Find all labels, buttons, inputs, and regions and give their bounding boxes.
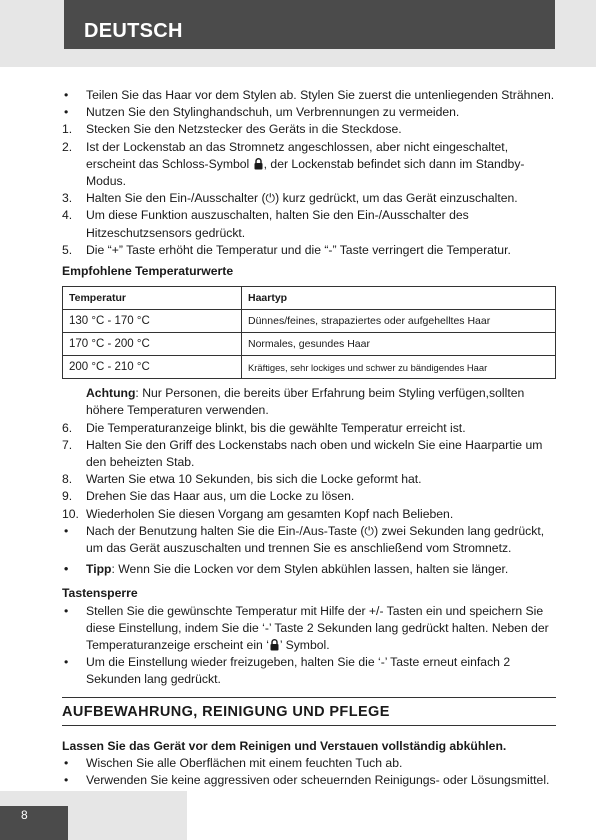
- list-text: Ist der Lockenstab an das Stromnetz angeschlossen, aber nicht eingeschaltet, erscheint das Schloss-Symbol: [86, 139, 509, 171]
- warning-label: Achtung: [86, 386, 136, 401]
- column-header-temperature: Temperatur: [63, 287, 242, 310]
- temperature-cell: 130 °C - 170 °C: [63, 310, 242, 333]
- list-text: Drehen Sie das Haar aus, um die Locke zu lösen.: [86, 489, 355, 504]
- list-marker: •: [64, 562, 69, 577]
- list-item: [62, 772, 556, 789]
- list-text: Um diese Funktion auszuschalten, halten Sie den Ein-/Ausschalter des Hitzeschutzsensors gedrückt.: [86, 208, 469, 240]
- list-marker: •: [64, 88, 69, 102]
- list-marker: •: [64, 655, 69, 670]
- list-marker: 6.: [62, 420, 73, 435]
- list-marker: 4.: [62, 208, 73, 223]
- list-item: [62, 603, 556, 655]
- list-marker: 9.: [62, 489, 73, 504]
- list-text: Stecken Sie den Netzstecker des Geräts in die Steckdose.: [86, 122, 402, 137]
- list-marker: •: [64, 603, 69, 618]
- list-text: Nach der Benutzung halten Sie die Ein-/Aus-Taste (⏻) zwei Sekunden lang gedrückt, um das Gerät auszuschalten und trennen Sie es anschließend vom Stromnetz.: [86, 523, 545, 556]
- table-header-row: [63, 287, 556, 310]
- list-text: Die Temperaturanzeige blinkt, bis die gewählte Temperatur erreicht ist.: [86, 420, 466, 435]
- list-item: [62, 190, 556, 207]
- list-item: [62, 523, 556, 557]
- tip-item: [62, 561, 556, 578]
- list-marker: •: [64, 105, 69, 120]
- list-item: [62, 104, 556, 121]
- list-text: Wischen Sie alle Oberflächen mit einem feuchten Tuch ab.: [86, 755, 403, 770]
- list-item: [62, 420, 556, 437]
- list-marker: 10.: [62, 506, 79, 521]
- section-divider-top: [62, 697, 556, 698]
- table-row: [63, 310, 556, 333]
- list-text: Halten Sie den Griff des Lockenstabs nach oben und wickeln Sie eine Haarpartie um den beheizten Stab.: [86, 437, 543, 470]
- hair-type-cell: Dünnes/feines, strapaziertes oder aufgehelltes Haar: [242, 310, 556, 333]
- list-text: Teilen Sie das Haar vor dem Stylen ab. Stylen Sie zuerst die untenliegenden Strähnen.: [86, 88, 555, 102]
- list-item: [62, 242, 556, 259]
- list-marker: •: [64, 523, 69, 538]
- list-text: Nutzen Sie den Stylinghandschuh, um Verbrennungen zu vermeiden.: [86, 105, 460, 120]
- warning-text: : Nur Personen, die bereits über Erfahrung beim Styling verfügen,sollten höhere Temperaturen verwenden.: [86, 386, 525, 418]
- list-marker: •: [64, 755, 69, 770]
- table-row: [63, 356, 556, 379]
- list-text: Um die Einstellung wieder freizugeben, halten Sie die ‘-’ Taste erneut einfach 2 Sekunden lang gedrückt.: [86, 655, 511, 687]
- lock-icon: [270, 639, 279, 651]
- list-marker: •: [64, 773, 69, 788]
- language-title: DEUTSCH: [84, 20, 183, 42]
- list-text: ’ Symbol.: [279, 638, 330, 653]
- tip-label: Tipp: [86, 562, 112, 577]
- list-marker: 2.: [62, 139, 73, 154]
- temperature-cell: 200 °C - 210 °C: [63, 356, 242, 379]
- list-text: Verwenden Sie keine aggressiven oder scheuernden Reinigungs- oder Lösungsmittel.: [86, 773, 550, 788]
- list-item: [62, 207, 556, 241]
- page-number-box: [0, 806, 68, 840]
- temperature-cell: 170 °C - 200 °C: [63, 333, 242, 356]
- list-item: [62, 139, 556, 191]
- list-item: [62, 488, 556, 505]
- list-text: Wiederholen Sie diesen Vorgang am gesamten Kopf nach Belieben.: [86, 506, 454, 521]
- list-item: [62, 755, 556, 772]
- list-item: [62, 654, 556, 688]
- tip-text: : Wenn Sie die Locken vor dem Stylen abkühlen lassen, halten sie länger.: [111, 562, 509, 577]
- list-text: , der Lockenstab befindet sich dann im Standby-Modus.: [86, 156, 525, 189]
- section-divider-bottom: [62, 725, 556, 726]
- list-marker: 7.: [62, 437, 73, 452]
- keylock-heading: Tastensperre: [62, 586, 138, 601]
- list-item: [62, 471, 556, 488]
- table-row: [63, 333, 556, 356]
- list-item: [62, 506, 556, 523]
- hair-type-cell: Kräftiges, sehr lockiges und schwer zu bändigendes Haar: [242, 356, 556, 379]
- list-marker: 5.: [62, 242, 73, 257]
- storage-subheading: Lassen Sie das Gerät vor dem Reinigen und Verstauen vollständig abkühlen.: [62, 738, 507, 753]
- page-content: [62, 87, 556, 789]
- temperature-table: [62, 286, 556, 379]
- storage-section-title: AUFBEWAHRUNG, REINIGUNG UND PFLEGE: [62, 703, 390, 720]
- list-marker: 1.: [62, 122, 73, 137]
- list-marker: 8.: [62, 472, 73, 487]
- list-text: Warten Sie etwa 10 Sekunden, bis sich die Locke geformt hat.: [86, 472, 422, 487]
- temperature-table-heading: Empfohlene Temperaturwerte: [62, 264, 234, 279]
- warning-note: [62, 385, 556, 419]
- hair-type-cell: Normales, gesundes Haar: [242, 333, 556, 356]
- list-item: [62, 87, 556, 104]
- list-marker: 3.: [62, 191, 73, 206]
- list-text: Stellen Sie die gewünschte Temperatur mit Hilfe der +/- Tasten ein und speichern Sie diese Einstellung, indem Sie die ‘-’ Taste 2 Sekunden lang gedrückt halten. Neben der Temperaturanzeige erscheint ein ‘: [86, 603, 549, 653]
- list-text: Halten Sie den Ein-/Ausschalter (⏻) kurz gedrückt, um das Gerät einzuschalten.: [86, 191, 518, 206]
- lock-icon: [254, 158, 263, 170]
- column-header-hair-type: Haartyp: [242, 287, 556, 310]
- page-number: 8: [21, 808, 28, 822]
- list-item: [62, 437, 556, 471]
- list-text: Die “+” Taste erhöht die Temperatur und die “-” Taste verringert die Temperatur.: [86, 242, 511, 257]
- list-item: [62, 121, 556, 138]
